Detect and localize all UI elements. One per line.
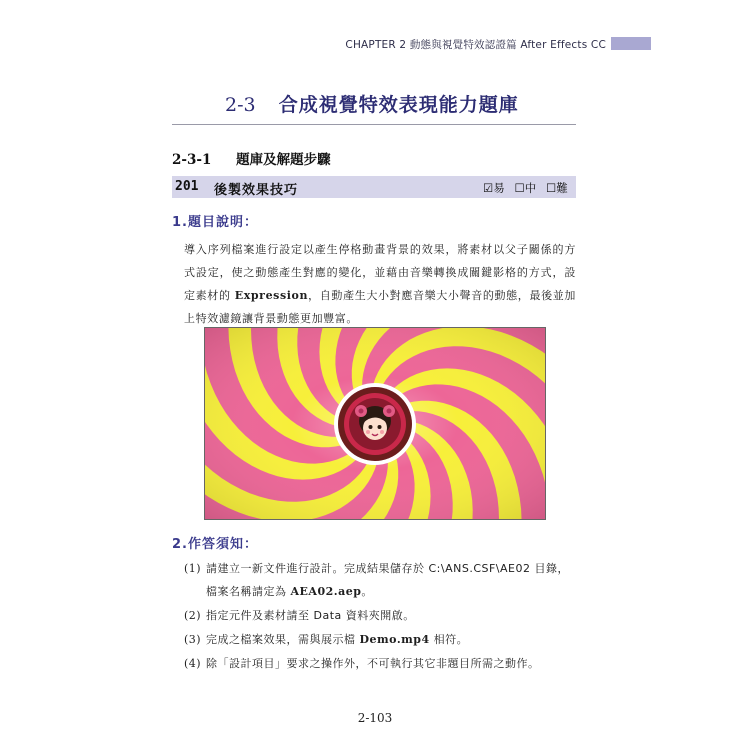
note-item — [184, 557, 576, 603]
note-bold-filename: AEA02.aep — [290, 585, 362, 598]
description-text-part1: 導入序列檔案進行設定以產生停格動畫背景的效果，將素材以父子關係的方式設定，使之動態產生對應的變化，並藉由音樂轉換成關鍵影格的方式，設定素材的 — [184, 243, 576, 302]
section-number: 2-3 — [225, 94, 256, 116]
subsection-heading: 題庫及解題步驟 — [236, 152, 331, 168]
description-text — [184, 238, 576, 330]
note-text-end: 相符。 — [429, 633, 469, 646]
note-text: 除「設計項目」要求之操作外，不可執行其它非題目所需之動作。 — [206, 657, 540, 670]
subsection-number: 2-3-1 — [172, 152, 212, 168]
character-badge — [334, 383, 416, 465]
subsection-title — [172, 148, 331, 168]
section-divider — [172, 124, 576, 125]
difficulty-hard: ☐難 — [545, 181, 568, 195]
expression-keyword: Expression — [234, 289, 309, 302]
note-bold-filename: Demo.mp4 — [359, 633, 430, 646]
preview-image — [204, 327, 546, 520]
swirl-background-illustration — [205, 328, 545, 519]
difficulty-easy-checked: ☑易 — [483, 181, 505, 195]
notes-list — [184, 557, 576, 676]
section-title — [225, 90, 519, 120]
note-item — [184, 604, 576, 627]
section-heading: 合成視覺特效表現能力題庫 — [278, 94, 519, 116]
note-item — [184, 628, 576, 651]
question-number: 201 — [175, 179, 199, 194]
note-index: (3) — [184, 633, 202, 646]
difficulty-medium: ☐中 — [514, 181, 537, 195]
description-text-part2: ，自動產生大小對應音樂大小聲音的動態，最後並加上特效濾鏡讓背景動態更加豐富。 — [184, 289, 576, 325]
notes-heading: 2.作答須知： — [172, 537, 258, 552]
page-number: 2-103 — [357, 711, 393, 725]
note-text-end: 。 — [361, 585, 373, 598]
question-title: 後製效果技巧 — [214, 183, 299, 198]
note-text: 請建立一新文件進行設計。完成結果儲存於 C:\ANS.CSF\AE02 目錄，檔案名稱請定為 — [206, 562, 569, 598]
note-index: (2) — [184, 609, 202, 622]
note-text: 完成之檔案效果，需與展示檔 — [206, 633, 360, 646]
running-header: CHAPTER 2 動態與視覺特效認證篇 After Effects CC — [345, 39, 606, 51]
header-color-block — [611, 37, 651, 50]
note-index: (4) — [184, 657, 202, 670]
note-text: 指定元件及素材請至 Data 資料夾開啟。 — [206, 609, 415, 622]
description-heading: 1.題目說明： — [172, 215, 258, 230]
note-item — [184, 652, 576, 675]
difficulty-options — [483, 180, 574, 196]
note-index: (1) — [184, 562, 202, 575]
